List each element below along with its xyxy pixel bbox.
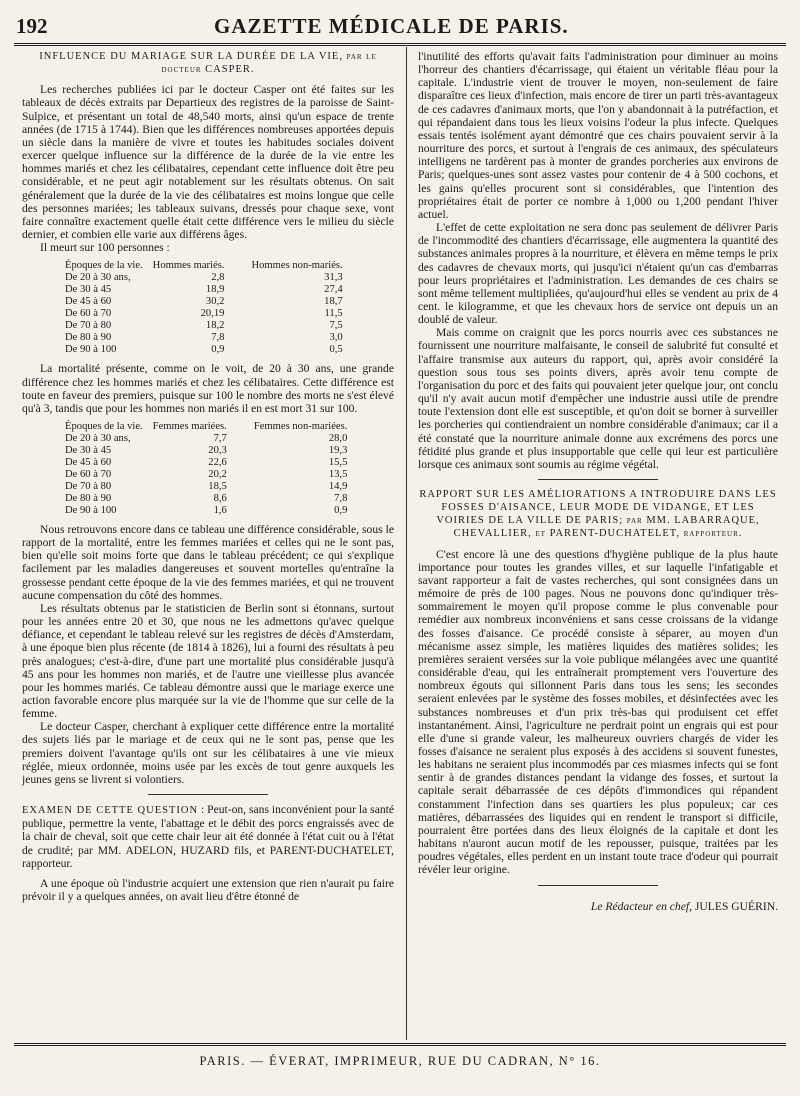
table-row: De 80 à 90 8,6 7,8 bbox=[65, 492, 348, 504]
right-column bbox=[418, 50, 778, 913]
paragraph: Les recherches publiées ici par le docteur Casper ont été faites sur les tableaux de décès extraits par Departieux des registres de la paroisse de Saint-Sulpice, et présentant un total de 48,540 morts, ainsi qu'un espace de trente années (de 1715 à 1744). Bien que les différences nombreuses apportées depuis un siècle dans la manière de vivre et toutes les habitudes sociales doivent exercer quelque influence sur la différence de la durée de la vie entre les hommes mariés et chez les célibataires, cependant cette influence doit être peu considérable, et ne peut agir notablement sur les résultats obtenus. On sait généralement que la durée de la vie des célibataires est moins longue que celle des personnes mariées; les tableaux suivans, dressés pour chaque sexe, vont faire connaître exactement quelle était cette différence vers le milieu du siècle dernier, et combien elle varie aux différens âges. bbox=[22, 83, 394, 242]
table-row: De 30 à 45 20,3 19,3 bbox=[65, 444, 348, 456]
table-row: De 80 à 90 7,8 3,0 bbox=[65, 332, 343, 344]
page-number: 192 bbox=[16, 14, 48, 38]
paragraph: L'effet de cette exploitation ne sera donc pas seulement de délivrer Paris de l'incommodité des chantiers d'écarrissage, elle augmentera la quantité des substances animales propres à la nourriture, et élèvera en même temps le prix des cadavres de chevaux morts, qui jusqu'ici n'étaient qu'un cas d'embarras pour leurs propriétaires et l'administration. Les demandes de ces chairs se sont même tellement multipliées, qu'aujourd'hui elles se vendent au prix de 4 cent. le kilogramme, et que les chevaux hors de service ont depuis un an doublé de valeur. bbox=[418, 221, 778, 327]
paragraph: l'inutilité des efforts qu'avait faits l'administration pour diminuer au moins l'horreur des chantiers d'écarrissage, qui étaient un véritable fléau pour la capitale. L'industrie vient de trouver le moyen, non-seulement de faire disparaître ces lieux d'infection, mais encore de tirer un parti très-avantageux de ces cadavres d'animaux morts, que l'on y abandonnait à la putréfaction, et qui répandaient dans tous les lieux voisins l'odeur la plus infecte. Quelques essais tentés isolément ayant démontré que ces chairs pouvaient servir à la nourriture des porcs, et surtout à l'engrais de ces animaux, des spéculateurs intelligens ne tardèrent pas à monter de grandes porcheries aux environs de Paris; quelques-unes sont assez vastes pour contenir de 4 à 500 cochons, et les gains qu'elles procurent sont si considérables, que l'intention des propriétaires était de porter ce nombre à 1,000 ou 1,200 pendant l'hiver actuel. bbox=[418, 50, 778, 221]
paragraph: Nous retrouvons encore dans ce tableau une différence considérable, sous le rapport de la mortalité, entre les femmes mariées et celles qui ne le sont pas, bien qu'elle soit moins forte que dans le tableau précédent; ce qui s'explique facilement par les maladies dangereuses et souvent mortelles qu'entraîne la grossesse pendant cette époque de la vie des femmes mariées, et qui ne trouvent aucune compensation du côté des hommes. bbox=[22, 522, 394, 602]
paragraph: La mortalité présente, comme on le voit, de 20 à 30 ans, une grande différence chez les hommes mariés et chez les célibataires. Cette différence est toute en faveur des premiers, puisque sur 100 le nombre des morts ne s'est élevé qu'à 3, tandis que pour les hommes non mariés il en est mort 31 sur 100. bbox=[22, 362, 394, 415]
signature-prefix: Le Rédacteur en chef, bbox=[590, 899, 692, 913]
table-header: Époques de la vie. bbox=[65, 260, 143, 272]
newspaper-page bbox=[14, 0, 786, 1096]
column-divider bbox=[406, 47, 407, 1040]
table-header: Hommes non-mariés. bbox=[251, 260, 343, 272]
table-row: De 90 à 100 1,6 0,9 bbox=[65, 504, 348, 516]
mortality-table-women bbox=[60, 421, 369, 517]
table-row: De 45 à 60 30,2 18,7 bbox=[65, 296, 343, 308]
table-row: De 70 à 80 18,2 7,5 bbox=[65, 320, 343, 332]
table-row: De 60 à 70 20,2 13,5 bbox=[65, 468, 348, 480]
article-heading-marriage: INFLUENCE DU MARIAGE SUR LA DURÉE DE LA VIE, par le docteur CASPER. bbox=[39, 51, 377, 76]
table-header: Femmes mariées. bbox=[152, 420, 227, 432]
table-header: Hommes mariés. bbox=[152, 260, 225, 272]
table-row: De 60 à 70 20,19 11,5 bbox=[65, 308, 343, 320]
table-row: De 70 à 80 18,5 14,9 bbox=[65, 480, 348, 492]
paragraph: C'est encore là une des questions d'hygiène publique de la plus haute importance pour toutes les grandes villes, et sur laquelle l'infatigable et savant rapporteur a fait de vastes recherches, qui sont consignées dans un mémoire de près de 100 pages. Nous ne pouvons donc qu'indiquer très-sommairement le moyen qu'il propose comme le plus convenable pour remédier aux nombreux inconvéniens et sans cesse croissans de la vidange des fosses d'aisance. Ce procédé consiste à séparer, au moyen d'un mécanisme assez simple, les matières liquides des matières solides; les premières seraient versées sur la voie publique mélangées avec une quantité considérable d'eau, qui les entraînerait promptement vers l'ouverture des nombreux égouts qui sillonnent Paris dans tous les sens; les secondes seraient enlevées par le système des fosses mobiles, et désinfectées avec les substances nombreuses et d'un prix très-bas qui produisent cet effet instantanément. Ainsi, l'agriculture ne perdrait point un engrais qui est pour elle d'une si grande valeur, les malheureux ouvriers chargés de vider les fosses d'aisance ne seraient plus exposés à des accidens si souvent funestes, les habitans ne seraient plus incommodés par ces miasmes infects qui se font sentir à de grandes distances pendant la vidange des fosses, et surtout la capitale serait débarrassée de ces dépôts d'immondices qui répandent constamment l'infection dans ses quartiers les plus populeux; car ces matières, débarrassées des liquides qui en rendent le transport si difficile, pourraient être portées dans des lieux éloignés de la capitale et dont les habitans n'auront aucun motif de les repousser, puisque, traitées par les poudres végétales, elles perdent en un instant toute trace d'odeur qui pourrait révéler leur origine. bbox=[418, 547, 778, 877]
footer-rule bbox=[14, 1043, 786, 1048]
paragraph: Mais comme on craignit que les porcs nourris avec ces substances ne fournissent une nourriture malfaisante, le conseil de salubrité fut consulté et l'affaire transmise aux auteurs du rapport, qui, après avoir considéré la question sous tous ses points divers, après avoir tenu compte de l'organisation du porc et des faits qui pouvaient jeter quelque jour, ont conclu qu'il n'y avait aucun motif d'empêcher une industrie aussi utile de prendre toute l'extension dont elle est susceptible, et qu'on doit se borner à surveiller les porcheries qui contiendraient un nombre considérable d'animaux; car il a été constaté que la nourriture animale donne aux excrémens des porcs une fétidité plus grande et plus insupportable que celle qui leur est particulière lorsque ces animaux sont soumis au régime végétal. bbox=[418, 326, 778, 471]
table-header: Femmes non-mariées. bbox=[253, 420, 348, 432]
printer-footer: PARIS. — ÉVERAT, IMPRIMEUR, RUE DU CADRAN, N° 16. bbox=[199, 1054, 601, 1068]
section-divider bbox=[148, 794, 268, 795]
section-divider bbox=[538, 885, 658, 886]
table-row: De 90 à 100 0,9 0,5 bbox=[65, 344, 343, 356]
table-row: De 20 à 30 ans, 7,7 28,0 bbox=[65, 432, 348, 444]
paragraph: A une époque où l'industrie acquiert une extension que rien n'aurait pu faire prévoir il y a quelques années, on avait lieu d'être étonné de bbox=[22, 876, 394, 904]
article-heading-exam bbox=[22, 803, 394, 870]
section-divider bbox=[538, 479, 658, 480]
paragraph: Le docteur Casper, cherchant à expliquer cette différence entre la mortalité des sujets liés par le mariage et de ceux qui ne le sont pas, pense que les premiers doivent l'avantage qu'ils ont sur les célibataires à une vie mieux réglée, mieux ordonnée, moins usée par les excès de tout genre auxquels les jeunes gens se livrent si volontiers. bbox=[22, 720, 394, 786]
paragraph: Il meurt sur 100 personnes : bbox=[40, 241, 170, 255]
exam-text: : Peut-on, sans inconvénient pour la santé publique, permettre la vente, l'abattage et le débit des porcs engraissés avec de la chair de cheval, soit que cette chair leur ait été donnée à l'état cuit ou à l'état de crudité; par MM. ADELON, HUZARD fils, et PARENT-DUCHATELET, rapporteur. bbox=[22, 803, 395, 870]
page-header bbox=[14, 14, 786, 40]
left-column bbox=[22, 50, 394, 903]
table-row: De 30 à 45 18,9 27,4 bbox=[65, 284, 343, 296]
exam-label: EXAMEN DE CETTE QUESTION bbox=[22, 805, 199, 817]
journal-title: GAZETTE MÉDICALE DE PARIS. bbox=[214, 14, 569, 38]
table-row: De 20 à 30 ans, 2,8 31,3 bbox=[65, 272, 343, 284]
signature bbox=[418, 900, 778, 913]
article-heading-fosses: RAPPORT SUR LES AMÉLIORATIONS A INTRODUIRE DANS LES FOSSES D'AISANCE, LEUR MODE DE VIDANGE, ET LES VOIRIES DE LA VILLE DE PARIS; par MM. LABARRAQUE, CHEVALLIER, et PARENT-DUCHATELET, rapporteur. bbox=[419, 489, 777, 540]
mortality-table-men bbox=[60, 260, 365, 356]
signature-name: JULES GUÉRIN. bbox=[694, 899, 778, 913]
table-row: De 45 à 60 22,6 15,5 bbox=[65, 456, 348, 468]
header-rule bbox=[14, 43, 786, 48]
table-header: Époques de la vie. bbox=[65, 420, 143, 432]
paragraph: Les résultats obtenus par le statisticien de Berlin sont si étonnans, surtout pour les années entre 20 et 30, que nous ne les admettons qu'avec quelque défiance, et cependant le tableau relevé sur les registres de décès d'Amsterdam, à une époque bien plus récente (de 1814 à 1826), lui a fourni des résultats à peu près analogues; c'est-à-dire, d'une part une mortalité plus considérable jusqu'à 45 ans pour les hommes non mariés, et de l'autre une vieillesse plus avancée pour les hommes mariés. Ce tableau démontre aussi que le mariage exerce une action favorable encore plus marquée sur la vie de l'homme que sur celle de la femme. bbox=[22, 601, 394, 721]
